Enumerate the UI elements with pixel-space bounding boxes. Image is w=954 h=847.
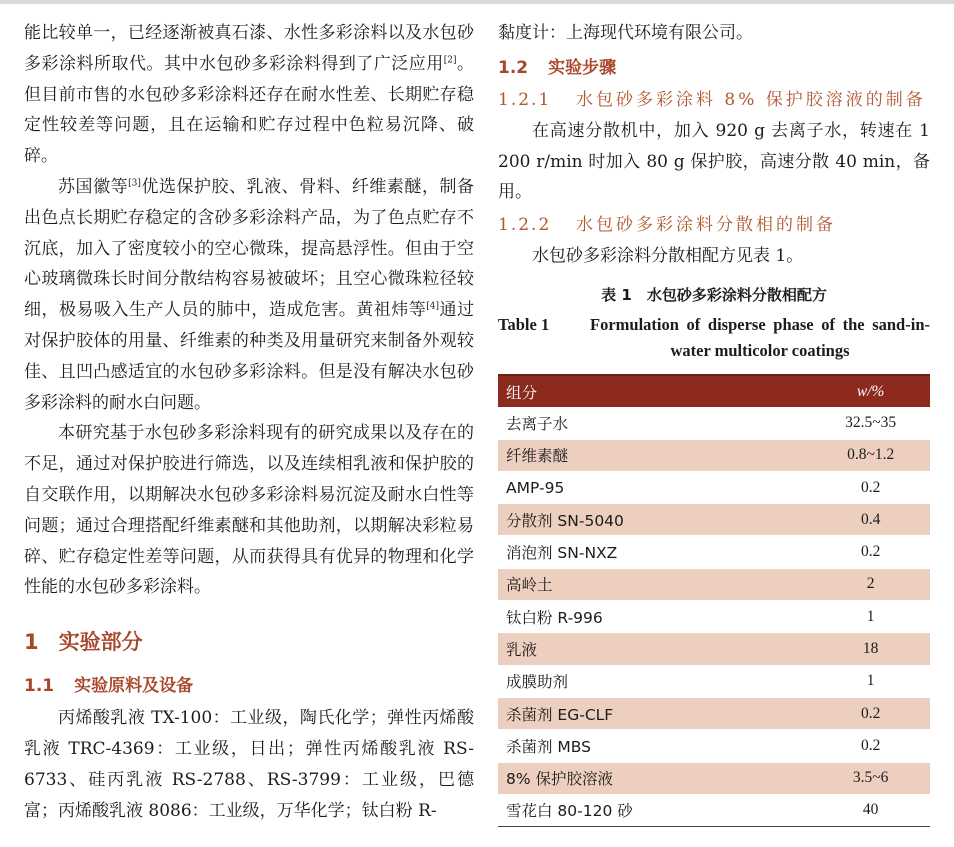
subsection-title: 实验步骤 [548,57,617,78]
right-column [498,18,930,827]
subsubsection-number: 1.2.1 [498,89,552,110]
paragraph-colloid-preparation: 在高速分散机中，加入 920 g 去离子水，转速在 1 200 r/min 时加入 80 g 保护胶，高速分散 40 min，备用。 [498,120,930,203]
component-cell: 乳液 [498,633,811,665]
component-cell: 杀菌剂 MBS [498,730,811,762]
table-row [498,504,930,536]
subsubsection-number: 1.2.2 [498,215,552,236]
table-row [498,665,930,697]
subsubsection-heading-protective-colloid [498,85,930,116]
subsection-heading-materials [24,671,474,701]
citation-3[interactable]: [3] [128,178,141,189]
mass-fraction-cell: 32.5~35 [811,407,930,439]
subsection-heading-procedure [498,53,930,83]
table-row [498,633,930,665]
paragraph-prior-work: 苏国徽等[3]优选保护胶、乳液、骨料、纤维素醚，制备出色点长期贮存稳定的含砂多彩涂料产品，为了色点贮存不沉底，加入了密度较小的空心微珠，提高悬浮性。但由于空心玻璃微珠长时间分散结构容易被破坏；且空心微珠粒径较细，极易吸入生产人员的肺中，造成危害。黄祖炜等[4]通过对保护胶体的用量、纤维素的种类及用量研究来制备外观较佳、且凹凸感适宜的水包砂多彩涂料。但是没有解决水包砂多彩涂料的耐水白问题。 [24,176,475,413]
left-column [24,18,474,826]
component-cell: 分散剂 SN-5040 [498,504,811,536]
mass-fraction-cell: 1 [811,665,930,697]
paragraph-viscometer: 黏度计：上海现代环境有限公司。 [498,23,753,43]
table-row [498,568,930,600]
column-header-mass-fraction: w/% [811,375,930,407]
table-body [498,407,930,826]
column-header-component: 组分 [498,375,811,407]
subsubsection-heading-disperse-phase [498,210,930,241]
table-row [498,536,930,568]
section-number: 1 [24,630,39,655]
component-cell: 成膜助剂 [498,665,811,697]
mass-fraction-cell: 1 [811,601,930,633]
table-row [498,471,930,503]
paragraph-materials: 丙烯酸乳液 TX-100：工业级，陶氏化学；弹性丙烯酸乳液 TRC-4369：工业级，日出；弹性丙烯酸乳液 RS-6733、硅丙乳液 RS-2788、RS-3799：工业级，巴德富；丙烯酸乳液 8086：工业级，万华化学；钛白粉 R- [24,708,474,821]
subsubsection-title: 水包砂多彩涂料 8% 保护胶溶液的制备 [576,89,926,110]
mass-fraction-cell: 18 [811,633,930,665]
table-caption-label: Table 1 [498,314,550,334]
paragraph-table-reference: 水包砂多彩涂料分散相配方见表 1。 [532,246,804,267]
mass-fraction-cell: 0.2 [811,471,930,503]
mass-fraction-cell: 0.2 [811,697,930,729]
mass-fraction-cell: 0.2 [811,536,930,568]
table-caption-text: Formulation of disperse phase of the sand-in-water multicolor coatings [590,314,930,360]
paragraph-intro-continued: 能比较单一，已经逐渐被真石漆、水性多彩涂料以及水包砂多彩涂料所取代。其中水包砂多彩涂料得到了广泛应用[2]。但目前市售的水包砂多彩涂料还存在耐水性差、长期贮存稳定性较差等问题，且在运输和贮存过程中色粒易沉降、破碎。 [24,23,475,167]
table-caption-english [498,312,930,364]
component-cell: 去离子水 [498,407,811,439]
citation-4[interactable]: [4] [426,301,440,312]
section-title: 实验部分 [58,630,143,655]
table-row [498,407,930,439]
table-row [498,439,930,471]
subsubsection-title: 水包砂多彩涂料分散相的制备 [576,215,836,236]
subsection-title: 实验原料及设备 [74,676,194,697]
table-row [498,794,930,826]
formulation-table [498,374,930,827]
mass-fraction-cell: 40 [811,794,930,826]
component-cell: 杀菌剂 EG-CLF [498,697,811,729]
component-cell: 消泡剂 SN-NXZ [498,536,811,568]
paragraph-research-aim: 本研究基于水包砂多彩涂料现有的研究成果以及存在的不足，通过对保护胶进行筛选，以及连续相乳液和保护胶的自交联作用，以期解决水包砂多彩涂料易沉淀及耐水白性等问题；通过合理搭配纤维素醚和其他助剂，以期解决彩粒易碎、贮存稳定性差等问题，从而获得具有优异的物理和化学性能的水包砂多彩涂料。 [24,423,474,598]
citation-2[interactable]: [2] [443,55,457,66]
table-header-row [498,375,930,407]
mass-fraction-cell: 0.4 [811,504,930,536]
table-row [498,730,930,762]
mass-fraction-cell: 2 [811,568,930,600]
section-heading-experimental [24,627,474,657]
component-cell: 纤维素醚 [498,439,811,471]
top-rule [0,0,954,4]
component-cell: 钛白粉 R-996 [498,601,811,633]
table-row [498,601,930,633]
mass-fraction-cell: 0.2 [811,730,930,762]
component-cell: AMP-95 [498,471,811,503]
component-cell: 8% 保护胶溶液 [498,762,811,794]
subsection-number: 1.2 [498,57,529,78]
subsection-number: 1.1 [24,676,55,697]
table-row [498,762,930,794]
table-row [498,697,930,729]
mass-fraction-cell: 0.8~1.2 [811,439,930,471]
table-caption-chinese: 表 1 水包砂多彩涂料分散相配方 [601,285,827,304]
component-cell: 高岭土 [498,568,811,600]
mass-fraction-cell: 3.5~6 [811,762,930,794]
component-cell: 雪花白 80-120 砂 [498,794,811,826]
